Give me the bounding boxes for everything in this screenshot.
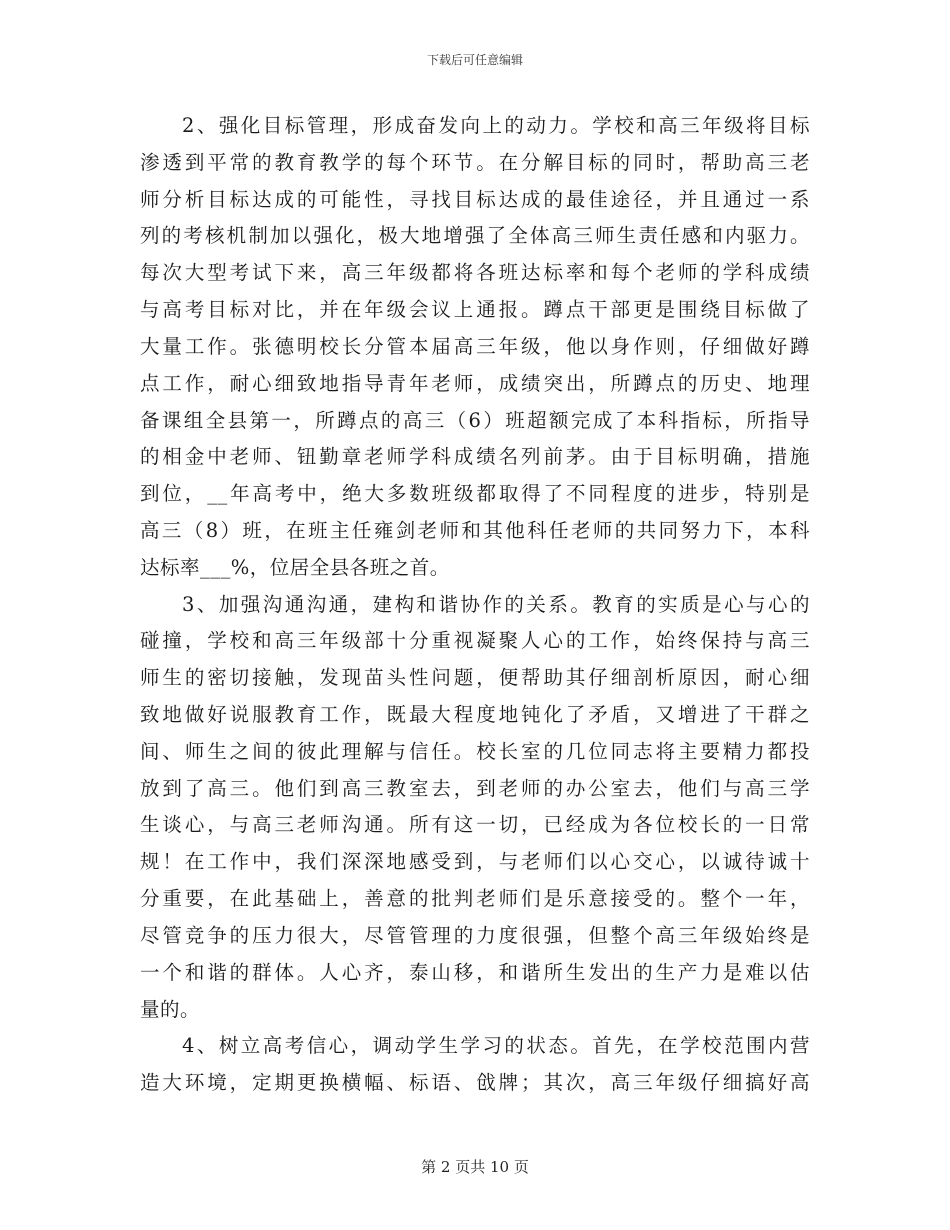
paragraph-line: 放到了高三。他们到高三教室去，到老师的办公室去，他们与高三学	[140, 776, 810, 800]
paragraph-line: 4、树立高考信心，调动学生学习的状态。首先，在学校范围内营	[182, 1034, 810, 1058]
paragraph-line: 大量工作。张德明校长分管本届高三年级，他以身作则，仔细做好蹲	[140, 334, 810, 358]
paragraph-line: 师分析目标达成的可能性，寻找目标达成的最佳途径，并且通过一系	[140, 187, 810, 211]
paragraph-line: 一个和谐的群体。人心齐，泰山移，和谐所生发出的生产力是难以估	[140, 960, 810, 984]
paragraph-line: 碰撞，学校和高三年级部十分重视凝聚人心的工作，始终保持与高三	[140, 629, 810, 653]
paragraph-line: 致地做好说服教育工作，既最大程度地钝化了矛盾，又增进了干群之	[140, 703, 810, 726]
paragraph-line: 2、强化目标管理，形成奋发向上的动力。学校和高三年级将目标	[182, 114, 810, 137]
paragraph-line: 与高考目标对比，并在年级会议上通报。蹲点干部更是围绕目标做了	[140, 298, 810, 322]
paragraph-line: 造大环境，定期更换横幅、标语、戗牌；其次，高三年级仔细搞好高	[140, 1071, 810, 1095]
paragraph-line: 分重要，在此基础上，善意的批判老师们是乐意接受的。整个一年，	[140, 887, 810, 911]
paragraph-line: 量的。	[140, 997, 201, 1021]
paragraph-line: 点工作，耐心细致地指导青年老师，成绩突出，所蹲点的历史、地理	[140, 371, 810, 395]
paragraph-line: 规！在工作中，我们深深地感受到，与老师们以心交心，以诚待诚十	[140, 850, 810, 874]
paragraph-line: 3、加强沟通沟通，建构和谐协作的关系。教育的实质是心与心的	[182, 592, 810, 616]
document-body	[140, 108, 810, 1102]
paragraph-line: 生谈心，与高三老师沟通。所有这一切，已经成为各位校长的一日常	[140, 813, 810, 837]
paragraph-line: 到位，__年高考中，绝大多数班级都取得了不同程度的进步，特别是	[140, 482, 810, 506]
paragraph-line: 备课组全县第一，所蹲点的高三（6）班超额完成了本科指标，所指导	[140, 408, 810, 432]
paragraph-line: 尽管竞争的压力很大，尽管管理的力度很强，但整个高三年级始终是	[140, 923, 810, 947]
paragraph-line: 列的考核机制加以强化，极大地增强了全体高三师生责任感和内驱力。	[140, 224, 810, 248]
paragraph-line: 高三（8）班，在班主任雍剑老师和其他科任老师的共同努力下，本科	[140, 518, 810, 542]
paragraph-line: 渗透到平常的教育教学的每个环节。在分解目标的同时，帮助高三老	[140, 150, 810, 174]
paragraph-line: 每次大型考试下来，高三年级都将各班达标率和每个老师的学科成绩	[140, 261, 810, 285]
paragraph-line: 师生的密切接触，发现苗头性问题，便帮助其仔细剖析原因，耐心细	[140, 666, 810, 690]
paragraph-line: 达标率___%，位居全县各班之首。	[140, 555, 450, 579]
page-footer: 第 2 页共 10 页	[421, 1158, 529, 1176]
paragraph-line: 间、师生之间的彼此理解与信任。校长室的几位同志将主要精力都投	[140, 739, 810, 763]
page-header: 下载后可任意编辑	[426, 53, 523, 67]
paragraph-line: 的相金中老师、钮勤章老师学科成绩名列前茅。由于目标明确，措施	[140, 445, 810, 469]
